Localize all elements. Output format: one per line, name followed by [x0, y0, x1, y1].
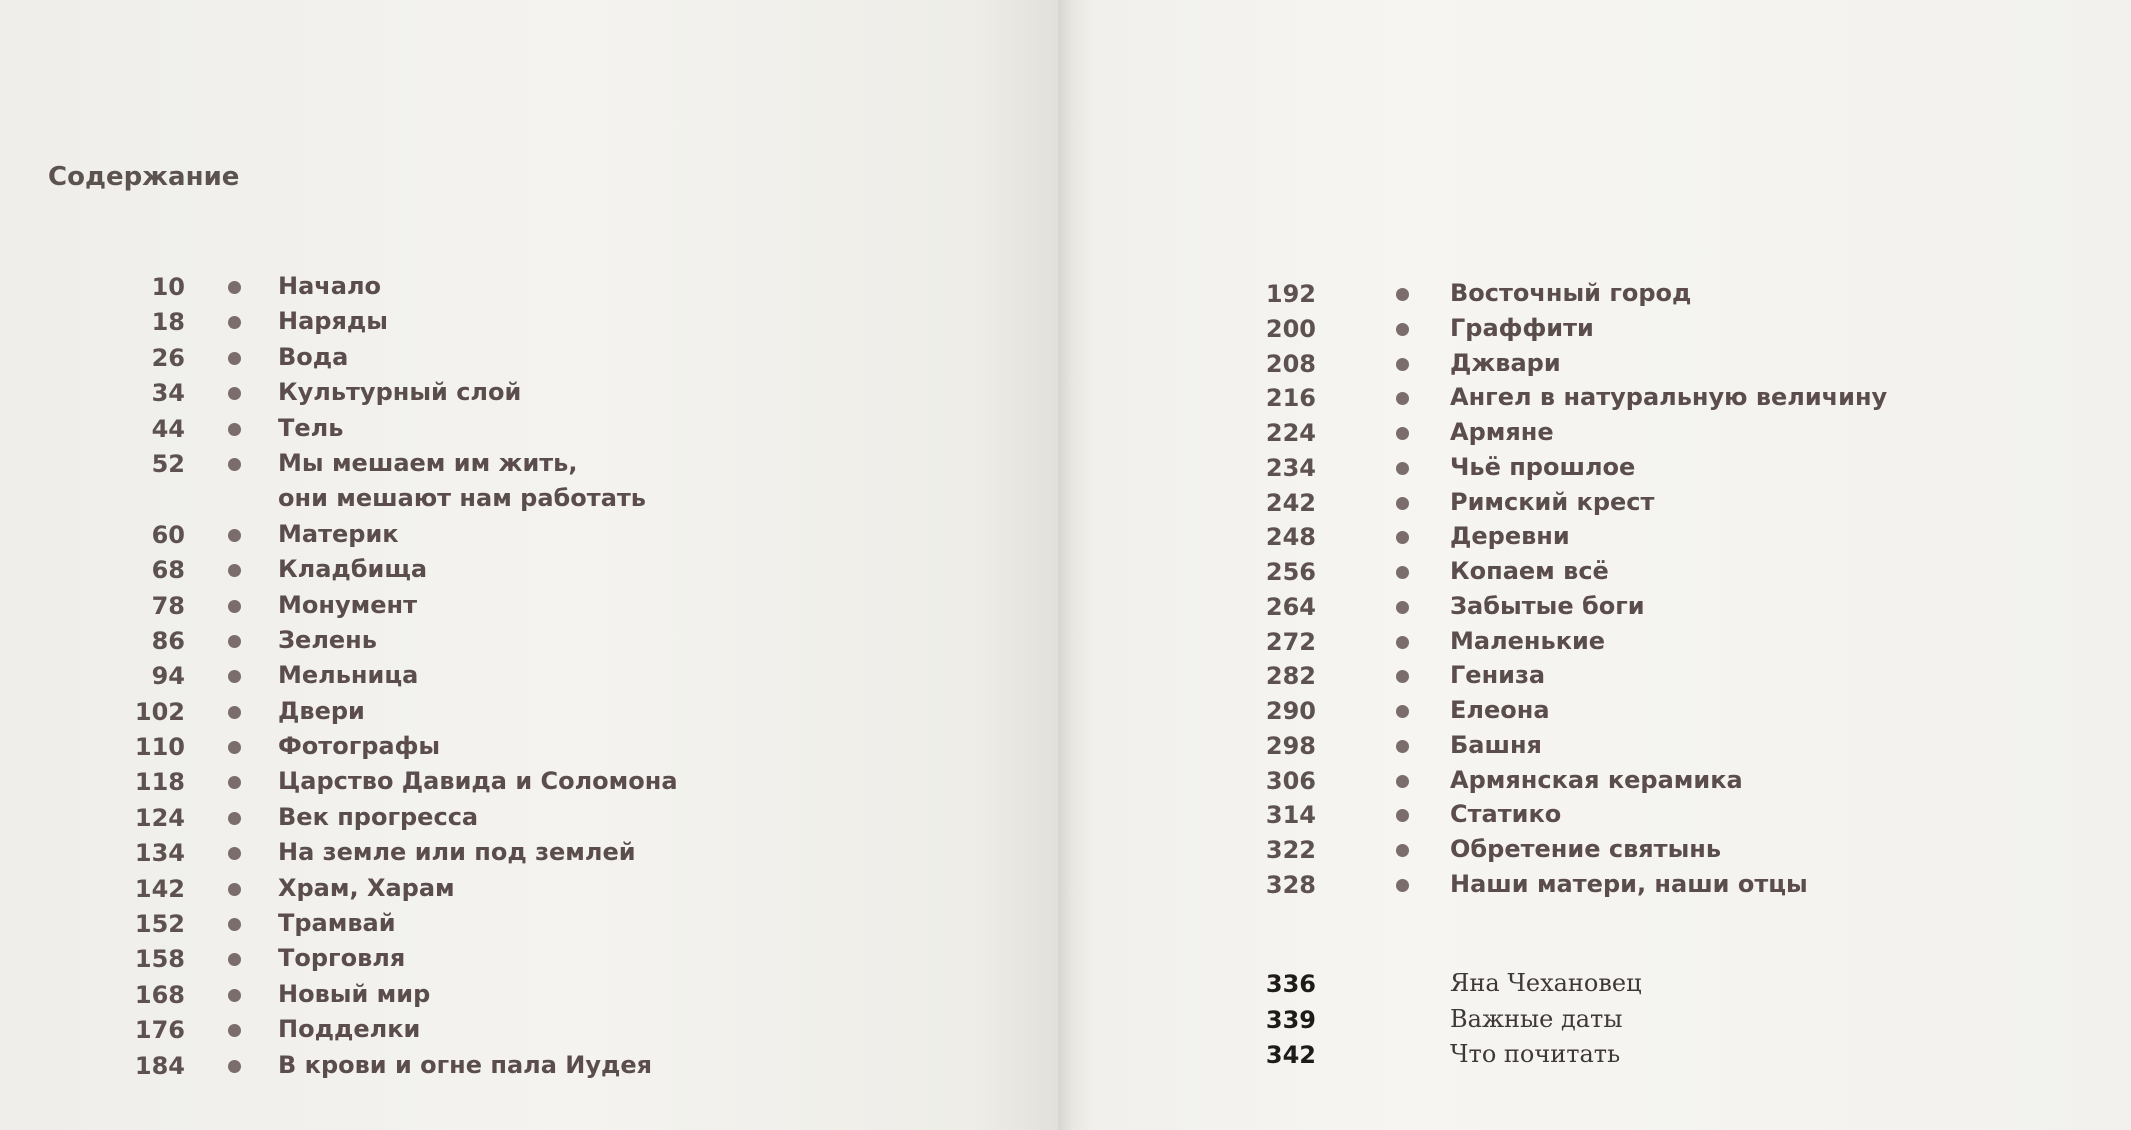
toc-chapter-title: Что почитать — [1450, 1040, 1621, 1068]
toc-chapter-title: Наряды — [278, 307, 388, 336]
toc-chapter-title: Трамвай — [278, 909, 396, 938]
toc-page-number: 192 — [1265, 280, 1316, 308]
toc-page-number: 124 — [134, 803, 185, 832]
toc-page-number: 134 — [134, 839, 185, 868]
toc-page-number: 34 — [151, 379, 185, 408]
bullet-dot-icon — [228, 423, 241, 436]
toc-chapter-title: Торговля — [278, 944, 406, 973]
toc-page-number: 234 — [1265, 453, 1316, 482]
toc-chapter-title: Римский крест — [1450, 487, 1655, 516]
toc-chapter-title: Наши матери, наши отцы — [1450, 869, 1808, 898]
bullet-dot-icon — [1396, 740, 1409, 753]
toc-page-number: 314 — [1265, 801, 1316, 830]
toc-page-number: 256 — [1265, 558, 1316, 586]
bullet-dot-icon — [1396, 323, 1409, 336]
toc-chapter-title: Материк — [278, 519, 399, 548]
toc-page-number: 94 — [151, 662, 185, 691]
toc-page-number: 339 — [1265, 1005, 1316, 1034]
toc-chapter-title: Джвари — [1450, 348, 1561, 377]
bullet-dot-icon — [228, 741, 241, 754]
toc-chapter-title: Подделки — [278, 1015, 421, 1044]
toc-page-number: 242 — [1265, 488, 1316, 517]
bullet-dot-icon — [228, 706, 241, 719]
toc-page-number: 272 — [1265, 627, 1316, 656]
bullet-dot-icon — [228, 600, 241, 613]
bullet-dot-icon — [228, 635, 241, 648]
toc-chapter-title: Царство Давида и Соломона — [278, 767, 678, 796]
toc-page-number: 118 — [134, 768, 185, 797]
bullet-dot-icon — [1396, 288, 1409, 301]
toc-chapter-title: Армяне — [1450, 418, 1554, 446]
toc-page-number: 158 — [134, 945, 185, 974]
toc-chapter-title: Елеона — [1450, 696, 1550, 724]
bullet-dot-icon — [228, 883, 241, 896]
toc-page-number: 336 — [1265, 970, 1316, 998]
toc-chapter-title: Вода — [278, 342, 349, 371]
bullet-dot-icon — [1396, 775, 1409, 788]
toc-page-number: 306 — [1265, 766, 1316, 795]
toc-chapter-title: На земле или под землей — [278, 838, 636, 867]
toc-chapter-title: Чьё прошлое — [1450, 452, 1636, 481]
toc-chapter-title: Культурный слой — [278, 378, 522, 407]
bullet-dot-icon — [1396, 844, 1409, 857]
toc-page-number: 342 — [1265, 1041, 1316, 1069]
toc-page-number: 152 — [134, 910, 185, 939]
toc-chapter-title: Тель — [278, 413, 344, 442]
toc-chapter-title: Статико — [1450, 800, 1562, 829]
toc-page-number: 290 — [1265, 697, 1316, 725]
toc-chapter-title: Армянская керамика — [1450, 765, 1743, 794]
bullet-dot-icon — [228, 458, 241, 471]
bullet-dot-icon — [228, 1060, 241, 1073]
toc-page-number: 322 — [1265, 836, 1316, 864]
toc-chapter-title: Яна Чехановец — [1450, 969, 1642, 997]
toc-chapter-title: Зелень — [278, 625, 377, 654]
toc-page-number: 282 — [1265, 662, 1316, 691]
toc-chapter-title: Монумент — [278, 590, 417, 619]
toc-chapter-title: Фотографы — [278, 732, 441, 761]
toc-page-number: 142 — [134, 874, 185, 903]
toc-page-number: 102 — [134, 697, 185, 726]
toc-chapter-title: Восточный город — [1450, 279, 1692, 307]
toc-page-number: 248 — [1265, 523, 1316, 552]
toc-chapter-title: Граффити — [1450, 313, 1594, 342]
bullet-dot-icon — [1396, 601, 1409, 614]
bullet-dot-icon — [1396, 705, 1409, 718]
bullet-dot-icon — [228, 352, 241, 365]
bullet-dot-icon — [1396, 879, 1409, 892]
toc-chapter-title: Двери — [278, 696, 365, 725]
toc-page-number: 298 — [1265, 731, 1316, 760]
toc-chapter-title: Забытые боги — [1450, 591, 1645, 620]
toc-page-number: 78 — [151, 591, 185, 620]
toc-page-number: 168 — [134, 980, 185, 1009]
toc-chapter-title: Мельница — [278, 661, 419, 690]
toc-page-number: 60 — [151, 520, 185, 549]
toc-page-number: 52 — [151, 449, 185, 478]
bullet-dot-icon — [1396, 497, 1409, 510]
toc-chapter-title: В крови и огне пала Иудея — [278, 1050, 653, 1079]
bullet-dot-icon — [1396, 636, 1409, 649]
toc-chapter-title: Век прогресса — [278, 802, 479, 831]
toc-chapter-title: Копаем всё — [1450, 557, 1609, 585]
toc-page-number: 44 — [151, 414, 185, 443]
book-gutter — [1058, 0, 1094, 1130]
toc-page-number: 200 — [1265, 314, 1316, 343]
toc-page-number: 224 — [1265, 419, 1316, 447]
toc-chapter-title: Храм, Харам — [278, 873, 455, 902]
bullet-dot-icon — [228, 989, 241, 1002]
toc-chapter-title: Деревни — [1450, 522, 1570, 551]
toc-chapter-title: Важные даты — [1450, 1004, 1623, 1033]
toc-chapter-title: Башня — [1450, 730, 1542, 759]
toc-chapter-title: Гениза — [1450, 661, 1546, 690]
contents-heading: Содержание — [48, 162, 240, 192]
toc-page-number: 328 — [1265, 870, 1316, 899]
toc-page-number: 18 — [151, 308, 185, 337]
toc-chapter-title: Ангел в натуральную величину — [1450, 383, 1888, 412]
bullet-dot-icon — [1396, 427, 1409, 440]
toc-chapter-title: Обретение святынь — [1450, 835, 1722, 863]
bullet-dot-icon — [228, 918, 241, 931]
toc-chapter-title: Новый мир — [278, 979, 431, 1008]
bullet-dot-icon — [1396, 358, 1409, 371]
bullet-dot-icon — [228, 812, 241, 825]
bullet-dot-icon — [1396, 462, 1409, 475]
toc-page-number: 10 — [151, 273, 185, 301]
toc-page-number: 176 — [134, 1016, 185, 1045]
toc-page-number: 68 — [151, 556, 185, 585]
bullet-dot-icon — [1396, 566, 1409, 579]
toc-page-number: 264 — [1265, 592, 1316, 621]
toc-chapter-title: Кладбища — [278, 555, 428, 584]
toc-page-number: 208 — [1265, 349, 1316, 378]
bullet-dot-icon — [228, 281, 241, 294]
toc-page-number: 184 — [134, 1051, 185, 1080]
toc-page-number: 110 — [134, 733, 185, 762]
bullet-dot-icon — [228, 529, 241, 542]
toc-page-number: 216 — [1265, 384, 1316, 413]
toc-page-number: 86 — [151, 626, 185, 655]
toc-chapter-title: Начало — [278, 272, 382, 300]
toc-page-number: 26 — [151, 343, 185, 372]
toc-chapter-title: Мы мешаем им жить, они мешают нам работать — [278, 448, 646, 513]
toc-chapter-title: Маленькие — [1450, 626, 1606, 655]
